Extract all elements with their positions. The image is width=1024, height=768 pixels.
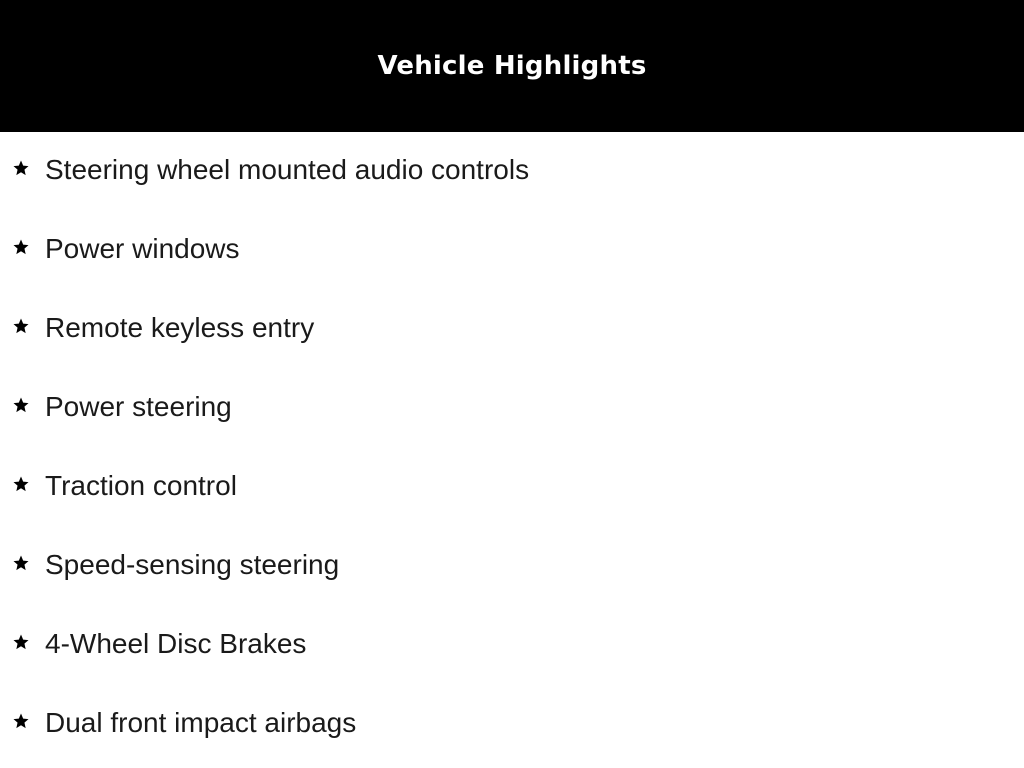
feature-label: Steering wheel mounted audio controls <box>45 154 530 185</box>
feature-label: 4-Wheel Disc Brakes <box>45 628 307 659</box>
feature-label: Speed-sensing steering <box>45 549 340 580</box>
list-item <box>0 448 1024 527</box>
feature-label: Power windows <box>45 233 240 264</box>
page-title: Vehicle Highlights <box>377 50 647 81</box>
feature-label: Power steering <box>45 391 232 422</box>
list-item <box>0 606 1024 685</box>
list-item <box>0 527 1024 606</box>
feature-list <box>0 132 1024 764</box>
list-item <box>0 369 1024 448</box>
list-item <box>0 132 1024 211</box>
feature-label: Dual front impact airbags <box>45 707 357 738</box>
list-item <box>0 211 1024 290</box>
feature-label: Traction control <box>45 470 237 501</box>
feature-label: Remote keyless entry <box>45 312 315 343</box>
list-item <box>0 685 1024 764</box>
list-item <box>0 290 1024 369</box>
page-header <box>0 0 1024 132</box>
